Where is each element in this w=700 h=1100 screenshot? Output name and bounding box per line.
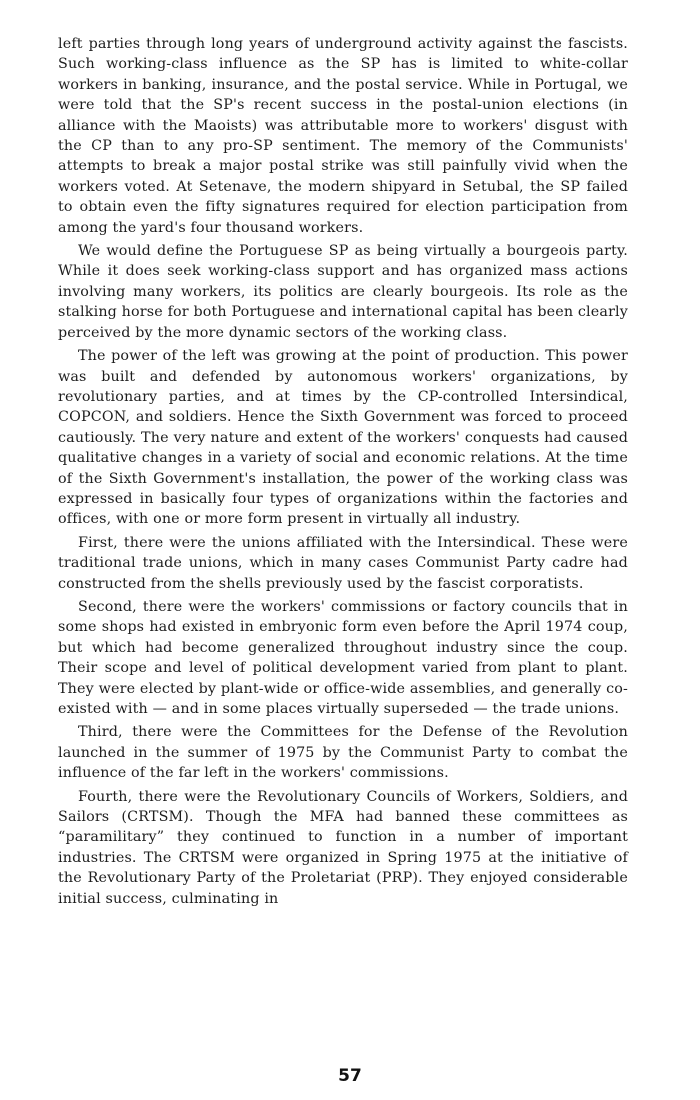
paragraph-revolutionary-councils: Fourth, there were the Revolutionary Councils of Workers, Soldiers, and Sailors (CRTSM). Though the MFA had banned these committees as “paramilitary” they continued to function in a number of important industries. The CRTSM were organized in Spring 1975 at the initiative of the Revolutionary Party of the Proletariat (PRP). They enjoyed considerable initial success, culminating in [58,788,628,907]
paragraph-sp-influence: left parties through long years of underground activity against the fascists. Such working-class influence as the SP has is limited to white-collar workers in banking, insurance, and the postal service. While in Portugal, we were told that the SP's recent success in the postal-union elections (in alliance with the Maoists) was attributable more to workers' disgust with the CP than to any pro-SP sentiment. The memory of the Communists' attempts to break a major postal strike was still painfully vivid when the workers voted. At Setenave, the modern shipyard in Setubal, the SP failed to obtain even the fifty signatures required for election participation from among the yard's four thousand workers. [58,36,628,236]
paragraph-workers-commissions: Second, there were the workers' commissions or factory councils that in some shops had existed in embryonic form even before the April 1974 coup, but which had become generalized throughout industry since the coup. Their scope and level of political development varied from plant to plant. They were elected by plant-wide or office-wide assemblies, and generally co-existed with — and in some places virtually superseded — the trade unions. [58,598,628,717]
paragraph-sp-bourgeois: We would define the Portuguese SP as being virtually a bourgeois party. While it does seek working-class support and has organized mass actions involving many workers, its politics are clearly bourgeois. Its role as the stalking horse for both Portuguese and international capital has been clearly perceived by the more dynamic sectors of the working class. [58,243,628,341]
page-body [58,34,628,912]
paragraph-left-power: The power of the left was growing at the point of production. This power was built and defended by autonomous workers' organizations, by revolutionary parties, and at times by the CP-controlled Intersindical, COPCON, and soldiers. Hence the Sixth Government was forced to proceed cautiously. The very nature and extent of the workers' conquests had caused qualitative changes in a variety of social and economic relations. At the time of the Sixth Government's installation, the power of the working class was expressed in basically four types of organizations within the factories and offices, with one or more form present in virtually all industry. [58,348,628,528]
paragraph-unions: First, there were the unions affiliated with the Intersindical. These were traditional trade unions, which in many cases Communist Party cadre had constructed from the shells previously used by the fascist corporatists. [58,534,628,592]
paragraph-defense-committees: Third, there were the Committees for the Defense of the Revolution launched in the summer of 1975 by the Communist Party to combat the influence of the far left in the workers' commissions. [58,724,628,782]
page-number: 57 [338,1066,362,1086]
